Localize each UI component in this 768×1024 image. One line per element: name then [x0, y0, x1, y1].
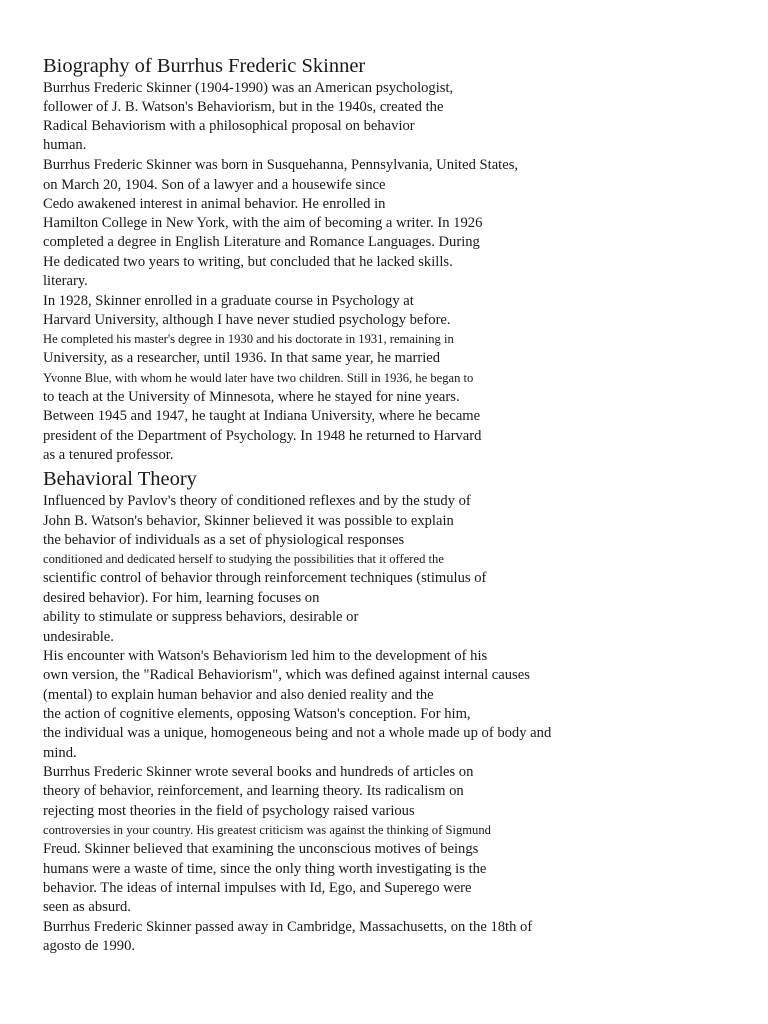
paragraph-line: agosto de 1990. — [43, 938, 136, 954]
section-heading: Behavioral Theory — [43, 468, 197, 490]
paragraph-line: mind. — [43, 745, 77, 761]
paragraph-line: He dedicated two years to writing, but concluded that he lacked skills. — [43, 254, 453, 270]
paragraph-line: His encounter with Watson's Behaviorism led him to the development of his — [43, 648, 488, 664]
paragraph-line: (mental) to explain human behavior and also denied reality and the — [43, 687, 434, 703]
paragraph-line: University, as a researcher, until 1936. In that same year, he married — [43, 350, 441, 366]
paragraph-line: human. — [43, 137, 87, 153]
paragraph-line: Cedo awakened interest in animal behavior. He enrolled in — [43, 196, 386, 212]
paragraph-line: the individual was a unique, homogeneous being and not a whole made up of body and — [43, 725, 552, 741]
paragraph-line: Freud. Skinner believed that examining the unconscious motives of beings — [43, 841, 479, 857]
paragraph-line: controversies in your country. His greatest criticism was against the thinking of Sigmund — [43, 823, 491, 837]
paragraph-line: ability to stimulate or suppress behaviors, desirable or — [43, 609, 359, 625]
paragraph-line: conditioned and dedicated herself to studying the possibilities that it offered the — [43, 552, 444, 566]
paragraph-line: own version, the "Radical Behaviorism", which was defined against internal causes — [43, 667, 530, 683]
paragraph-line: completed a degree in English Literature and Romance Languages. During — [43, 234, 480, 250]
page-title: Biography of Burrhus Frederic Skinner — [43, 55, 366, 77]
paragraph-line: Influenced by Pavlov's theory of conditioned reflexes and by the study of — [43, 493, 471, 509]
paragraph-line: literary. — [43, 273, 88, 289]
paragraph-line: Radical Behaviorism with a philosophical proposal on behavior — [43, 118, 415, 134]
paragraph-line: the behavior of individuals as a set of physiological responses — [43, 532, 405, 548]
paragraph-line: Burrhus Frederic Skinner passed away in Cambridge, Massachusetts, on the 18th of — [43, 919, 533, 935]
paragraph-line: president of the Department of Psychology. In 1948 he returned to Harvard — [43, 428, 482, 444]
paragraph-line: Burrhus Frederic Skinner (1904-1990) was an American psychologist, — [43, 80, 454, 96]
paragraph-line: the action of cognitive elements, opposing Watson's conception. For him, — [43, 706, 471, 722]
paragraph-line: seen as absurd. — [43, 899, 131, 915]
paragraph-line: behavior. The ideas of internal impulses with Id, Ego, and Superego were — [43, 880, 472, 896]
paragraph-line: desired behavior). For him, learning focuses on — [43, 590, 320, 606]
paragraph-line: Yvonne Blue, with whom he would later have two children. Still in 1936, he began to — [43, 371, 474, 385]
paragraph-line: Hamilton College in New York, with the aim of becoming a writer. In 1926 — [43, 215, 483, 231]
paragraph-line: theory of behavior, reinforcement, and learning theory. Its radicalism on — [43, 783, 464, 799]
paragraph-line: Burrhus Frederic Skinner was born in Susquehanna, Pennsylvania, United States, — [43, 157, 519, 173]
paragraph-line: In 1928, Skinner enrolled in a graduate course in Psychology at — [43, 293, 414, 309]
paragraph-line: on March 20, 1904. Son of a lawyer and a housewife since — [43, 177, 386, 193]
paragraph-line: Between 1945 and 1947, he taught at Indiana University, where he became — [43, 408, 481, 424]
paragraph-line: Burrhus Frederic Skinner wrote several books and hundreds of articles on — [43, 764, 474, 780]
paragraph-line: humans were a waste of time, since the only thing worth investigating is the — [43, 861, 487, 877]
paragraph-line: rejecting most theories in the field of psychology raised various — [43, 803, 415, 819]
paragraph-line: Harvard University, although I have never studied psychology before. — [43, 312, 451, 328]
paragraph-line: as a tenured professor. — [43, 447, 174, 463]
paragraph-line: He completed his master's degree in 1930 and his doctorate in 1931, remaining in — [43, 332, 454, 346]
paragraph-line: John B. Watson's behavior, Skinner believed it was possible to explain — [43, 513, 454, 529]
paragraph-line: to teach at the University of Minnesota, where he stayed for nine years. — [43, 389, 460, 405]
paragraph-line: undesirable. — [43, 629, 114, 645]
paragraph-line: scientific control of behavior through reinforcement techniques (stimulus of — [43, 570, 487, 586]
paragraph-line: follower of J. B. Watson's Behaviorism, but in the 1940s, created the — [43, 99, 444, 115]
